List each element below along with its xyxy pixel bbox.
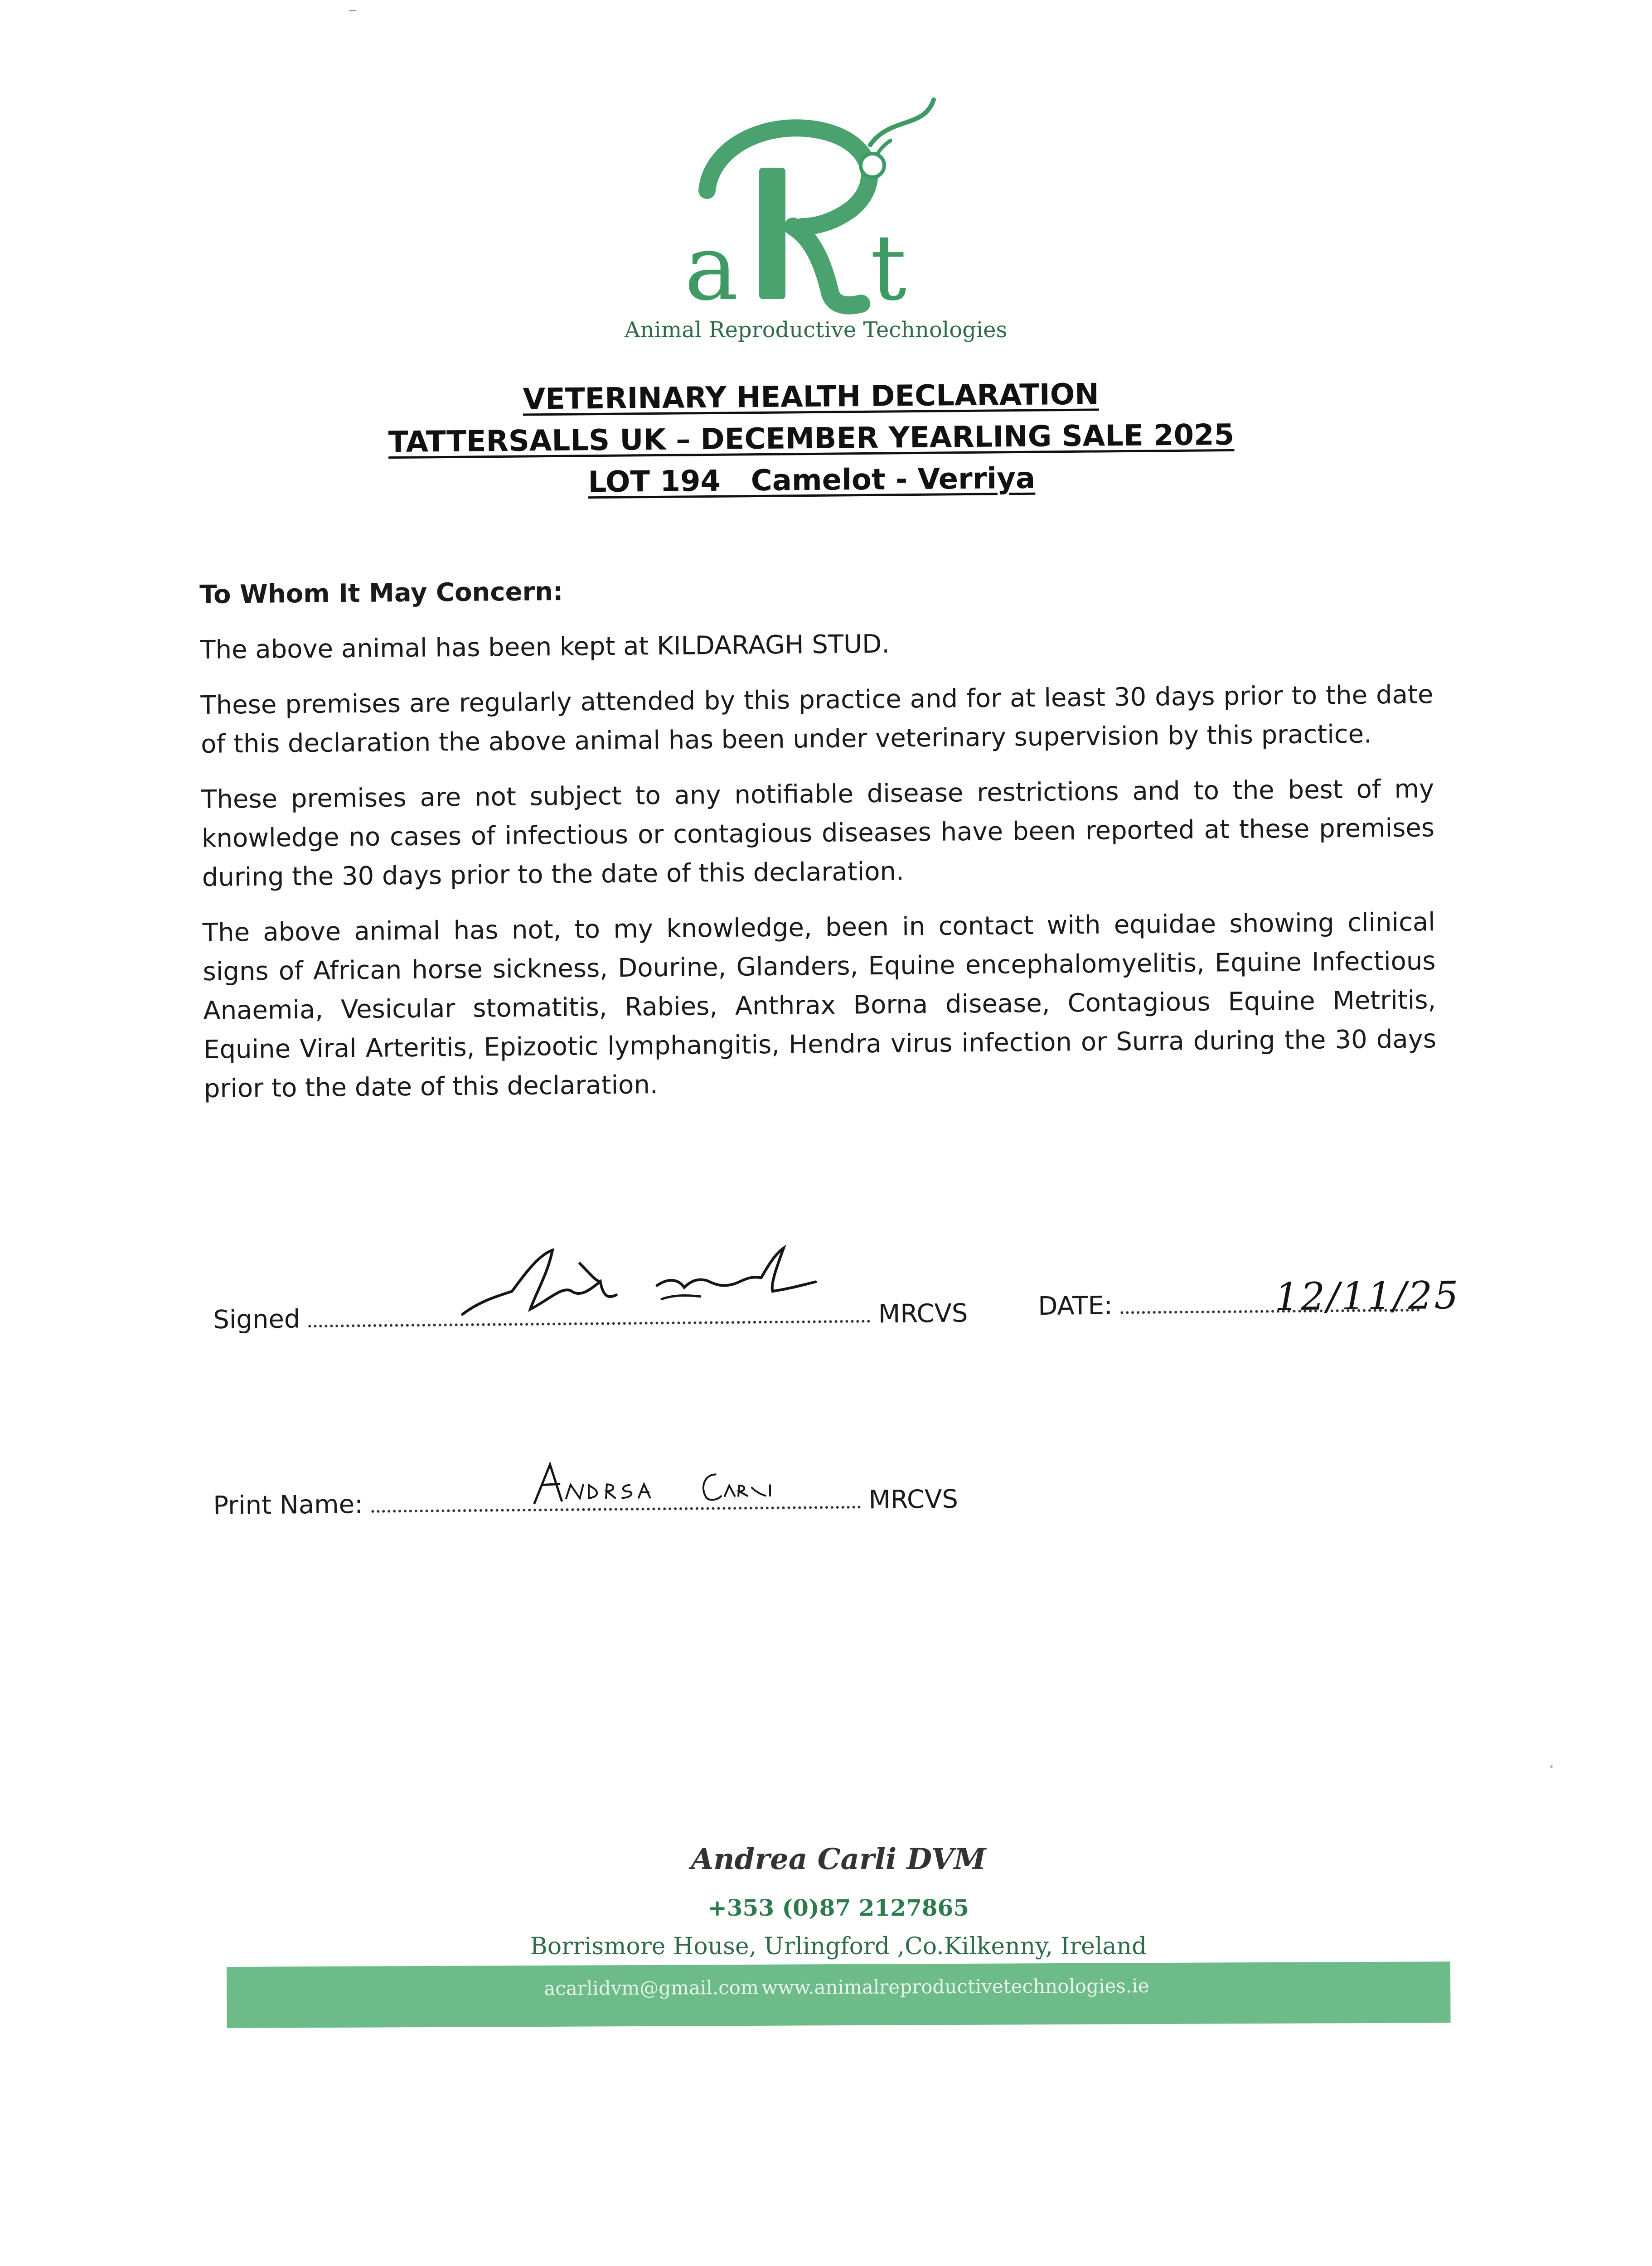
print-name-field [371,1488,861,1513]
date-field [1120,1273,1461,1319]
handwritten-print-name [525,1455,815,1512]
handwritten-date: 12/11/25 [1274,1273,1461,1319]
date-line [1038,1273,1461,1321]
scan-artifact [1550,1765,1553,1768]
horse-name: Camelot - Verriya [751,461,1036,498]
signed-line [213,1298,968,1335]
signed-label: Signed [213,1304,300,1335]
svg-text:t: t [870,215,907,321]
vet-address: Borrismore House, Urlingford ,Co.Kilkenny, Ireland [530,1933,1147,1960]
art-logo-graphic [680,91,970,344]
title-sale: TATTERSALLS UK – DECEMBER YEARLING SALE 2025 [388,418,1235,460]
paragraph-restrictions: These premises are not subject to any notifiable disease restrictions and to the best of my knowledge no cases of infectious or contagious diseases have been reported at these premises during the 30 days prior to the date of this declaration. [201,774,1435,892]
declaration-body [199,565,1437,1125]
footer-contact-band [227,1961,1451,2028]
vet-email: acarlidvm@gmail.com [544,1976,759,2000]
title-declaration: VETERINARY HEALTH DECLARATION [523,378,1100,416]
signed-suffix: MRCVS [878,1298,968,1329]
vet-phone: +353 (0)87 2127865 [707,1894,969,1921]
date-label: DATE: [1038,1291,1113,1321]
print-name-line [213,1485,958,1520]
art-logo [680,91,970,344]
salutation: To Whom It May Concern: [199,577,563,610]
paragraph-premises: The above animal has been kept at KILDARAGH STUD. [200,629,890,665]
logo-caption: Animal Reproductive Technologies [624,317,1008,343]
svg-text:a: a [684,215,739,321]
document-titles [271,372,1351,506]
paragraph-diseases: The above animal has not, to my knowledge, been in contact with equidae showing clinical signs of African horse sickness, Dourine, Glanders, Equine encephalomyelitis, Equine Infectious Anaemia, Vesicular stomatitis, Rabies, Anthrax Borna disease, Contagious Equine Metritis, Equine Viral Arteritis, Epizootic lymphangitis, Hendra virus infection or Surra during the 30 days prior to the date of this declaration. [202,907,1437,1104]
vet-name: Andrea Carli DVM [691,1842,986,1876]
signature-field [308,1302,870,1327]
print-name-label: Print Name: [213,1490,363,1520]
paragraph-supervision: These premises are regularly attended by this practice and for at least 30 days prior to the date of this declaration the above animal has been under veterinary supervision by this practice. [200,680,1434,759]
vet-website: www.animalreproductivetechnologies.ie [761,1975,1149,1999]
handwritten-signature [444,1243,853,1333]
print-name-suffix: MRCVS [868,1484,959,1515]
lot-number: LOT 194 [588,464,721,499]
scan-artifact [349,10,356,11]
